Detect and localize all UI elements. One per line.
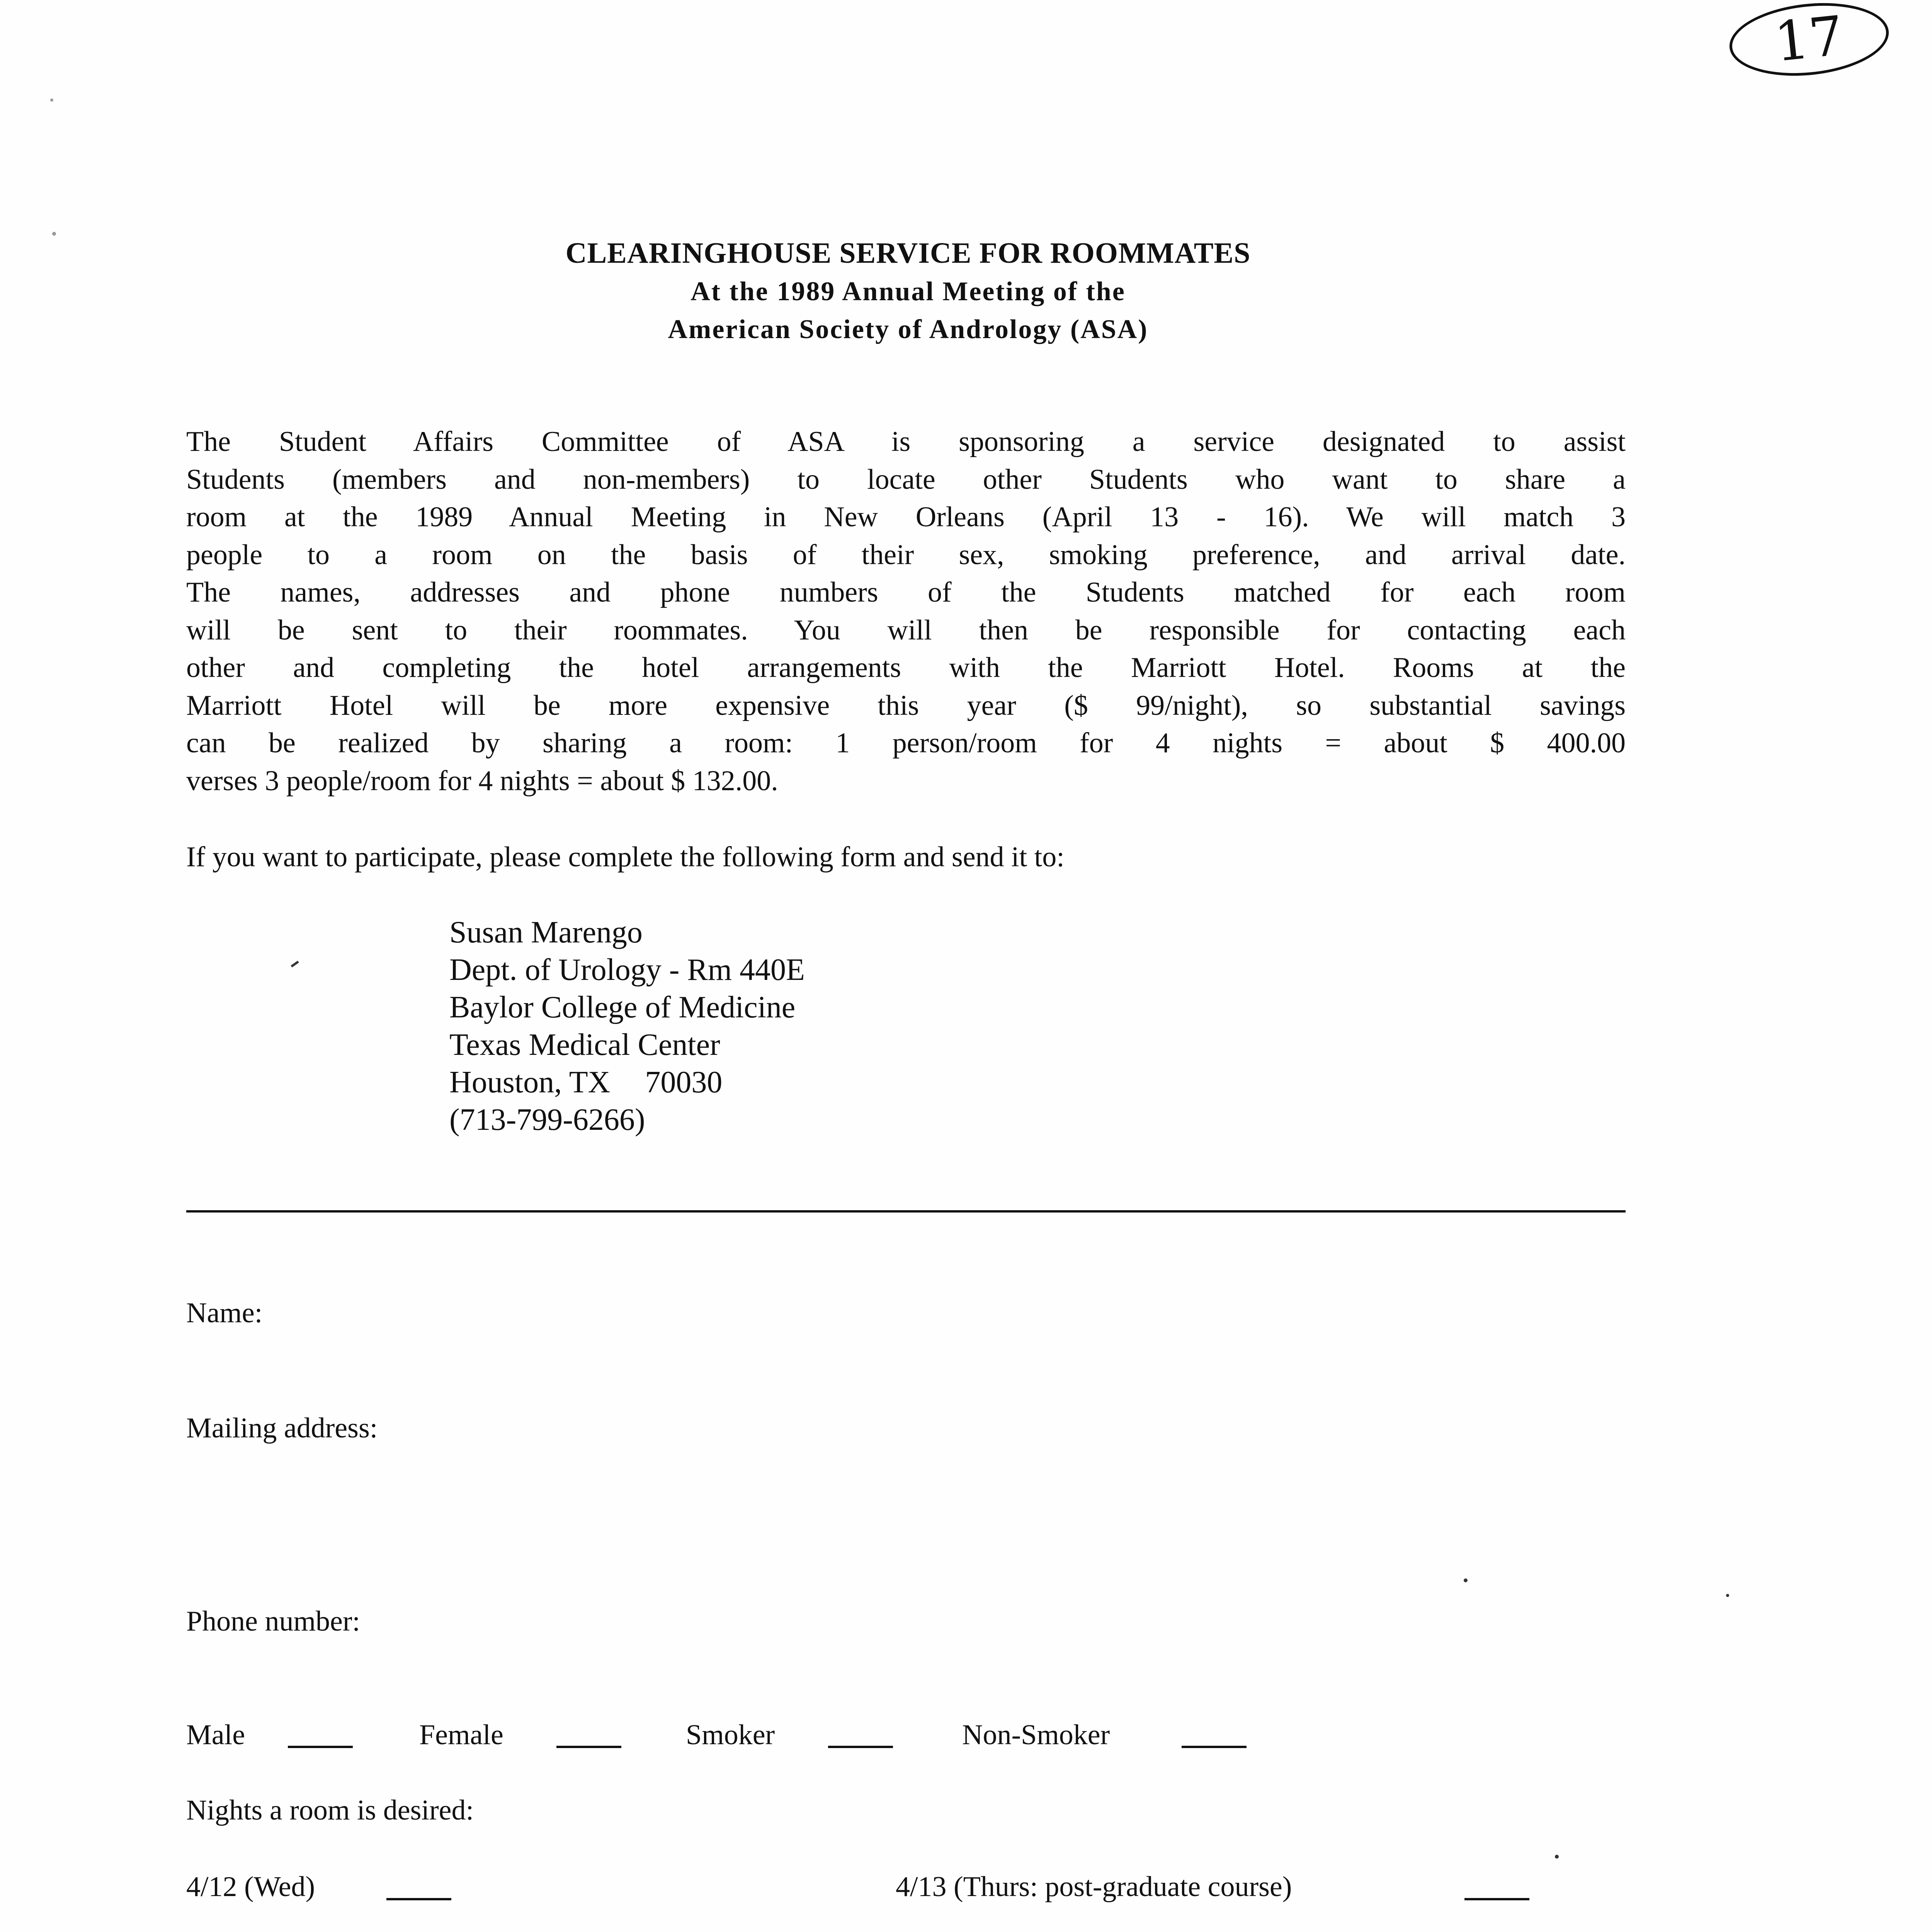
paragraph-line: people to a room on the basis of their sex, smoking preference, and arrival date. <box>186 539 1626 571</box>
scan-speck <box>1555 1855 1559 1859</box>
address-city-line <box>449 1064 805 1101</box>
document-title: CLEARINGHOUSE SERVICE FOR ROOMMATES <box>565 237 1251 269</box>
document-subtitle-line-2: American Society of Andrology (ASA) <box>668 315 1148 344</box>
paragraph-line: Marriott Hotel will be more expensive this year ($ 99/night), so substantial savings <box>186 689 1626 721</box>
circled-page-number: 17 <box>1726 0 1893 83</box>
night-thu-blank[interactable] <box>1464 1898 1529 1900</box>
smoker-label: Smoker <box>686 1719 775 1751</box>
address-zip: 70030 <box>645 1065 723 1099</box>
paragraph-line: can be realized by sharing a room: 1 person/room for 4 nights = about $ 400.00 <box>186 727 1626 759</box>
nights-label: Nights a room is desired: <box>186 1794 474 1826</box>
address-city: Houston, TX <box>449 1065 611 1099</box>
phone-number-label: Phone number: <box>186 1605 361 1637</box>
scan-speck <box>52 232 56 236</box>
night-wed-blank[interactable] <box>386 1898 451 1900</box>
non-smoker-blank[interactable] <box>1182 1746 1247 1748</box>
female-blank[interactable] <box>556 1746 621 1748</box>
paragraph-line: other and completing the hotel arrangements with the Marriott Hotel. Rooms at the <box>186 652 1626 684</box>
intro-paragraph <box>186 423 1626 800</box>
scan-speck <box>50 99 53 102</box>
paragraph-line: The names, addresses and phone numbers of the Students matched for each room <box>186 577 1626 608</box>
paragraph-line: room at the 1989 Annual Meeting in New Orleans (April 13 - 16). We will match 3 <box>186 501 1626 533</box>
paragraph-line: will be sent to their roommates. You will then be responsible for contacting each <box>186 614 1626 646</box>
night-thu-label: 4/13 (Thurs: post-graduate course) <box>896 1871 1292 1903</box>
scan-speck <box>1726 1594 1729 1597</box>
address-name: Susan Marengo <box>449 915 643 949</box>
paragraph-line: The Student Affairs Committee of ASA is sponsoring a service designated to assist <box>186 426 1626 457</box>
address-phone: (713-799-6266) <box>449 1103 645 1137</box>
mailing-address-block <box>449 914 805 1139</box>
document-subtitle-line-1: At the 1989 Annual Meeting of the <box>690 277 1126 306</box>
smoker-blank[interactable] <box>828 1746 893 1748</box>
instruction-text: If you want to participate, please complete the following form and send it to: <box>186 841 1065 873</box>
stray-pen-mark <box>291 961 299 968</box>
non-smoker-label: Non-Smoker <box>962 1719 1110 1751</box>
address-center: Texas Medical Center <box>449 1028 720 1062</box>
name-label: Name: <box>186 1297 263 1329</box>
female-label: Female <box>419 1719 503 1751</box>
section-divider <box>186 1210 1626 1213</box>
scan-speck <box>1464 1578 1468 1582</box>
mailing-address-label: Mailing address: <box>186 1412 378 1444</box>
male-blank[interactable] <box>288 1746 353 1748</box>
paragraph-line: Students (members and non-members) to locate other Students who want to share a <box>186 463 1626 495</box>
night-wed-label: 4/12 (Wed) <box>186 1871 315 1903</box>
address-college: Baylor College of Medicine <box>449 990 796 1024</box>
male-label: Male <box>186 1719 245 1751</box>
address-dept: Dept. of Urology - Rm 440E <box>449 953 805 987</box>
paragraph-line: verses 3 people/room for 4 nights = about $ 132.00. <box>186 765 778 797</box>
